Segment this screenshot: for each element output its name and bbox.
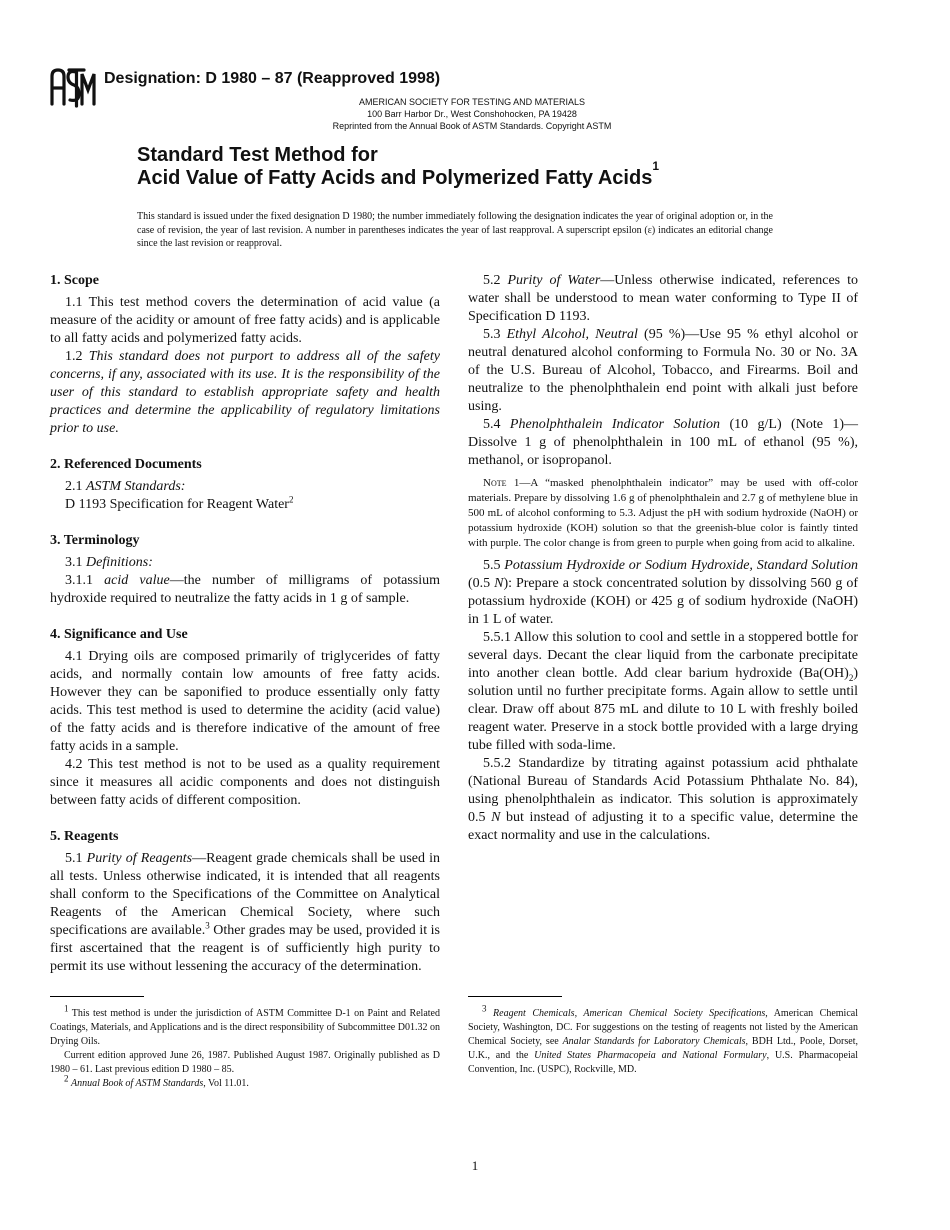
publisher-address: 100 Barr Harbor Dr., West Conshohocken, PA 19428 — [367, 109, 577, 119]
footnote-2: $^2$ Annual Book of ASTM Standards, Vol 11.01. — [64, 1073, 249, 1089]
para-5-2: 5.2 Purity of Water—Unless otherwise indicated, references to water shall be understood to mean water conforming to Type II of Specification D 1193. — [468, 273, 859, 324]
title-line-2: Acid Value of Fatty Acids and Polymerized Fatty Acids — [137, 167, 653, 189]
left-column — [50, 272, 440, 976]
para-1-1: 1.1 This test method covers the determination of acid value (a measure of the acidity or amount of free fatty acids) and is applicable to all fatty acids and polymerized fatty acids. — [50, 295, 440, 346]
footnotes-right — [468, 1003, 858, 1077]
section-heading-significance: 4. Significance and Use — [50, 627, 188, 642]
document-title — [137, 144, 659, 190]
title-footnote-mark: 1 — [652, 159, 659, 173]
publisher-name: AMERICAN SOCIETY FOR TESTING AND MATERIALS — [358, 97, 586, 107]
para-4-1: 4.1 Drying oils are composed primarily of triglycerides of fatty acids, and normally contain low amounts of free fatty acids. However they can be saponified to produce essentially only fatty acids. This test method is used to determine the acidity (acid value) of the fatty acids and is therefore indicative of the amount of free fatty acids in a sample. — [50, 649, 440, 754]
para-2-1: 2.1 ASTM Standards: — [65, 479, 186, 494]
note-1: Note 1—A “masked phenolphthalein indicator” may be used with off-color materials. Prepare by dissolving 1.6 g of phenolphthalein and 2.7 g of methylene blue in 500 mL of alcohol conforming to 5.3. Adjust the pH with sodium hydroxide (NaOH) or potassium hydroxide (KOH) solution so that the greenish-blue color is faintly tinted with purple. The color change is from green to purple when going from acid to alkaline. — [468, 477, 858, 549]
astm-logo — [48, 66, 96, 108]
page-number: 1 — [471, 1158, 479, 1173]
reference-d1193: D 1193 Specification for Reagent Water$^2$ — [65, 494, 294, 512]
para-3-1: 3.1 Definitions: — [65, 555, 153, 570]
footnote-1: $^1$ This test method is under the jurisdiction of ASTM Committee D-1 on Paint and Related Coatings, Materials, and Applications and is the direct responsibility of Subcommittee D01.32 on Drying Oils. — [50, 1003, 440, 1047]
publisher-block — [270, 96, 674, 132]
footnote-1-edition: Current edition approved June 26, 1987. Published August 1987. Originally published as D 1980 – 61. Last previous edition D 1980 – 85. — [50, 1050, 440, 1075]
para-5-5-2: 5.5.2 Standardize by titrating against potassium acid phthalate (National Bureau of Standards Acid Potassium Phthalate No. 84), using phenolphthalein as indicator. This solution is approximately 0.5 N but instead of adjusting it to a specific value, determine the exact normality and use in the calculations. — [468, 756, 858, 843]
section-heading-referenced-documents: 2. Referenced Documents — [50, 457, 202, 472]
section-heading-reagents: 5. Reagents — [50, 829, 119, 844]
footnote-rule-right — [468, 996, 562, 997]
section-heading-terminology: 3. Terminology — [50, 533, 140, 548]
para-1-2: 1.2 This standard does not purport to address all of the safety concerns, if any, associated with its use. It is the responsibility of the user of this standard to establish appropriate safety and health practices and determine the applicability of regulatory limitations prior to use. — [50, 349, 440, 436]
para-5-4: 5.4 Phenolphthalein Indicator Solution (10 g/L) (Note 1)—Dissolve 1 g of phenolphthalein in 100 mL of ethanol (95 %), methanol, or isopropanol. — [468, 417, 859, 468]
designation: Designation: D 1980 – 87 (Reapproved 1998) — [104, 70, 441, 87]
para-5-5-1: 5.5.1 Allow this solution to cool and settle in a stoppered bottle for several days. Decant the clear liquid from the carbonate precipitate into another clean bottle. Add clear barium hydroxide $(Ba(OH)_2)$ solution until no further precipitate forms. Again allow to settle until clear. Draw off about 875 mL and dilute to 10 L with freshly boiled reagent water. Preserve in a stock bottle provided with a large drying tube filled with soda-lime. — [468, 630, 858, 753]
footnotes-left — [50, 1003, 440, 1091]
section-heading-scope: 1. Scope — [50, 273, 99, 288]
para-5-1: 5.1 Purity of Reagents—Reagent grade chemicals shall be used in all tests. Unless otherwise indicated, it is intended that all reagents shall conform to the Specifications of the Committee on Analytical Reagents of the American Chemical Society, where such specifications are available.$^3$ Other grades may be used, provided it is first ascertained that the reagent is of sufficiently high purity to permit its use without lessening the accuracy of the determination. — [50, 851, 441, 974]
para-5-5: 5.5 Potassium Hydroxide or Sodium Hydroxide, Standard Solution (0.5 N): Prepare a stock concentrated solution by dissolving 560 g of potassium hydroxide (KOH) or 425 g of sodium hydroxide (NaOH) in 1 L of water. — [468, 558, 858, 627]
para-5-3: 5.3 Ethyl Alcohol, Neutral (95 %)—Use 95 % ethyl alcohol or neutral denatured alcohol conforming to Formula No. 30 or No. 3A of the U.S. Bureau of Alcohol, Tobacco, and Firearms. Boil and neutralize to the phenolphthalein end point with alkali just before using. — [468, 327, 858, 414]
footnote-rule-left — [50, 996, 144, 997]
title-line-1: Standard Test Method for — [137, 144, 378, 166]
reprint-notice: Reprinted from the Annual Book of ASTM Standards. Copyright ASTM — [332, 121, 612, 131]
logo-text: ASTM — [48, 66, 51, 67]
standard-notice: This standard is issued under the fixed designation D 1980; the number immediately following the designation indicates the year of original adoption or, in the case of revision, the year of last revision. A number in parentheses indicates the year of last reapproval. A superscript epsilon (ε) indicates an editorial change since the last revision or reapproval. — [137, 211, 773, 249]
para-4-2: 4.2 This test method is not to be used as a quality requirement since it measures all acidic components and does not distinguish between fatty acids of different composition. — [50, 757, 440, 808]
footnote-3: $^3$ Reagent Chemicals, American Chemical Society Specifications, American Chemical Society, Washington, DC. For suggestions on the testing of reagents not listed by the American Chemical Society, see Analar Standards for Laboratory Chemicals, BDH Ltd., Poole, Dorset, U.K., and the United States Pharmacopeia and National Formulary, U.S. Pharmacopeial Convention, Inc. (USPC), Rockville, MD. — [468, 1003, 858, 1075]
para-3-1-1: 3.1.1 acid value—the number of milligrams of potassium hydroxide required to neutralize the fatty acids in 1 g of sample. — [50, 573, 441, 606]
right-column — [468, 272, 858, 845]
